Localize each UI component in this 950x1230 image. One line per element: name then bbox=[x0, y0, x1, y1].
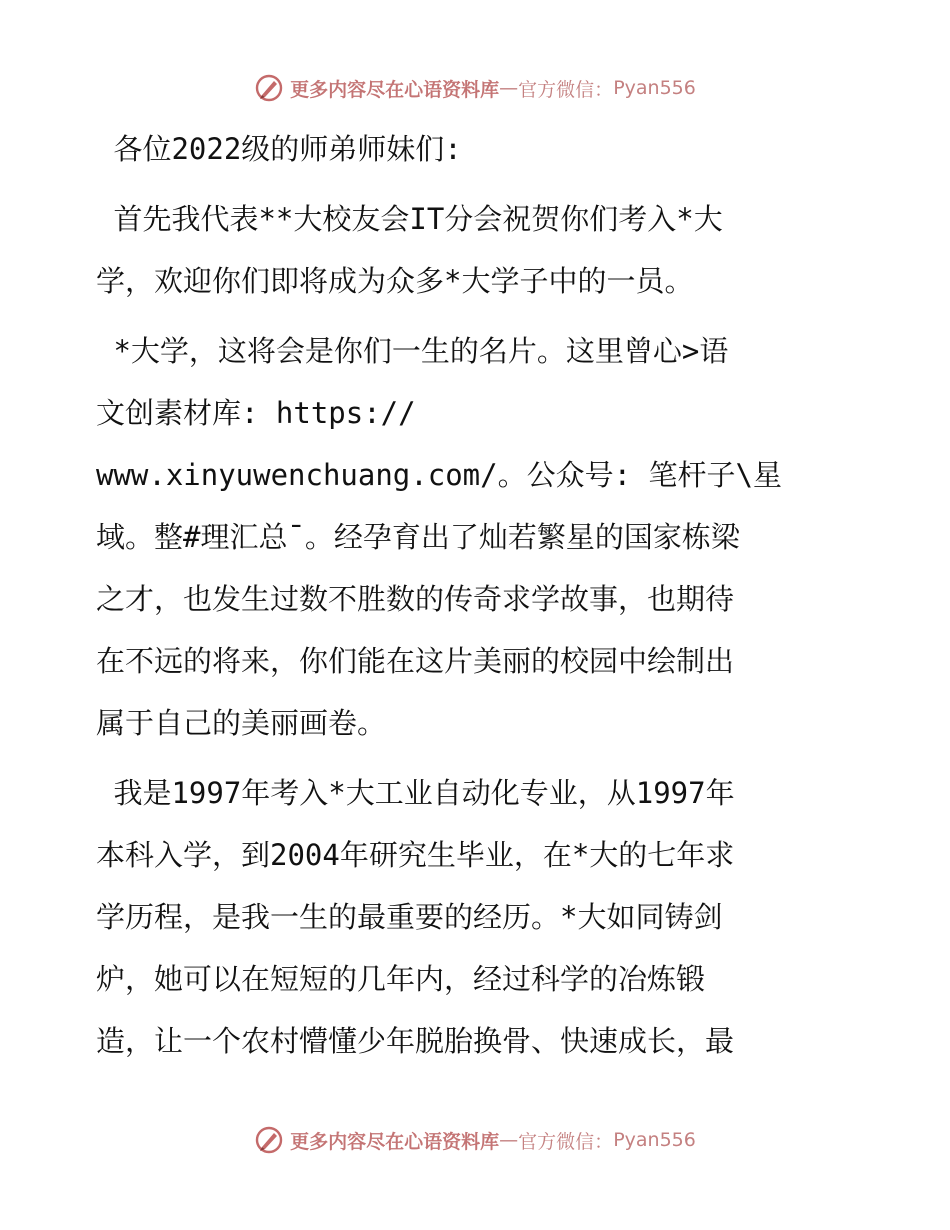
watermark-title: 更多内容尽在心语资料库 bbox=[290, 1130, 500, 1153]
watermark-title: 更多内容尽在心语资料库 bbox=[290, 78, 500, 101]
text-line: 文创素材库: https:// bbox=[96, 396, 416, 430]
watermark-account: Pyan556 bbox=[613, 77, 696, 99]
text-line: 在不远的将来，你们能在这片美丽的校园中绘制出 bbox=[96, 644, 735, 678]
watermark-official: 官方微信： bbox=[518, 1130, 614, 1153]
paragraph bbox=[96, 320, 856, 754]
text-line: 我是1997年考入*大工业自动化专业，从1997年 bbox=[96, 776, 735, 810]
text-line: 首先我代表**大校友会IT分会祝贺你们考入*大 bbox=[96, 202, 723, 236]
text-line: 炉，她可以在短短的几年内，经过科学的冶炼锻 bbox=[96, 962, 706, 996]
text-line: www.xinyuwenchuang.com/。公众号: 笔杆子\星 bbox=[96, 458, 782, 492]
text-line: 学历程，是我一生的最重要的经历。*大如同铸剑 bbox=[96, 900, 723, 934]
text-line: 之才，也发生过数不胜数的传奇求学故事，也期待 bbox=[96, 582, 735, 616]
text-line: 本科入学，到2004年研究生毕业，在*大的七年求 bbox=[96, 838, 735, 872]
watermark-official: 官方微信： bbox=[518, 78, 614, 101]
watermark-dash: — bbox=[499, 77, 519, 99]
paragraph bbox=[96, 188, 856, 312]
watermark-account: Pyan556 bbox=[613, 1129, 696, 1151]
pen-logo-icon bbox=[254, 1125, 284, 1155]
text-line: 学，欢迎你们即将成为众多*大学子中的一员。 bbox=[96, 264, 694, 298]
paragraph bbox=[96, 118, 856, 180]
paragraph-gap bbox=[96, 754, 856, 762]
letter-body bbox=[96, 118, 856, 1072]
text-line: 各位2022级的师弟师妹们: bbox=[96, 132, 462, 166]
text-line: 属于自己的美丽画卷。 bbox=[96, 706, 387, 740]
paragraph-gap bbox=[96, 180, 856, 188]
paragraph-gap bbox=[96, 312, 856, 320]
watermark-dash: — bbox=[499, 1129, 519, 1151]
text-line: *大学，这将会是你们一生的名片。这里曾心>语 bbox=[96, 334, 729, 368]
text-line: 域。整#理汇总¯。经孕育出了灿若繁星的国家栋梁 bbox=[96, 520, 740, 554]
pen-logo-icon bbox=[254, 73, 284, 103]
paragraph bbox=[96, 762, 856, 1072]
watermark-footer bbox=[0, 1120, 950, 1160]
watermark-header bbox=[0, 68, 950, 108]
text-line: 造，让一个农村懵懂少年脱胎换骨、快速成长，最 bbox=[96, 1024, 735, 1058]
